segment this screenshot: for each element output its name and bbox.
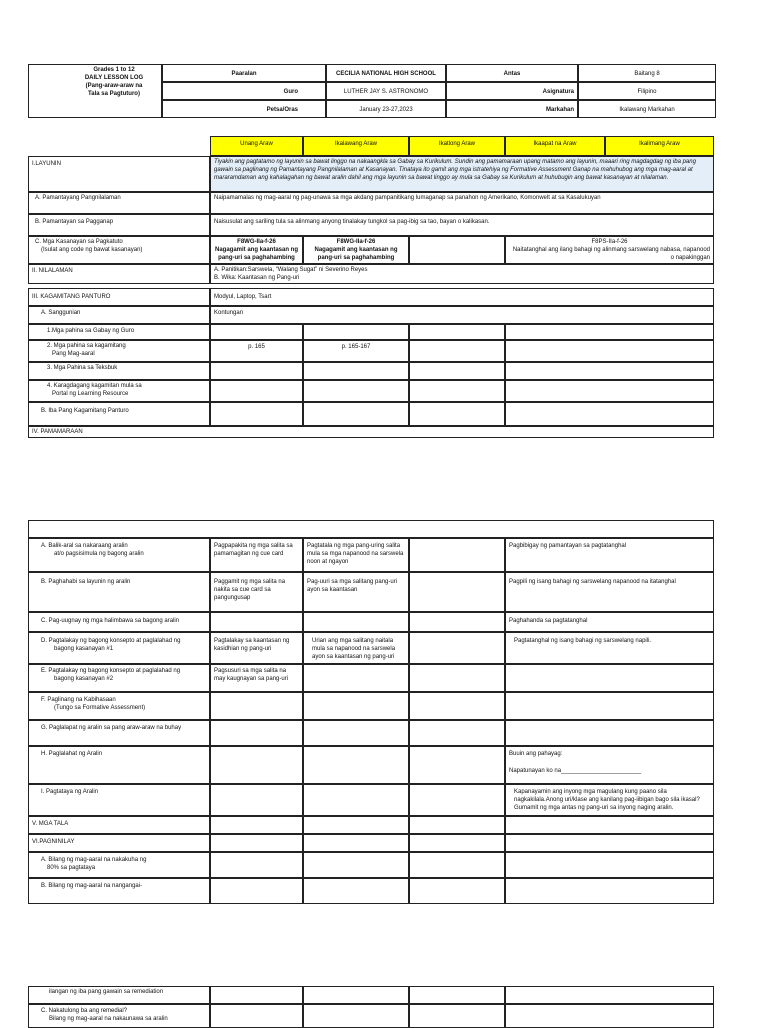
guro-label: Guro (162, 82, 326, 100)
pamantayang-pangnilalaman-text: Naipamamalas ng mag-aaral ng pag-unawa sa mga akdang pampanitikang lumaganap sa panahon ng Amerikano, Komonwelt at sa Kasalukuyan (210, 192, 714, 214)
proc-h-day45-line: Buuin ang pahayag: (509, 751, 563, 757)
gabay-day2 (303, 324, 409, 340)
proc-f-day1 (210, 692, 303, 720)
pamantayan-pagganap-label: B. Pamantayan sa Pagganap (28, 214, 210, 236)
mga-tala-day2 (303, 816, 409, 834)
proc-f-day3 (409, 692, 505, 720)
pagninilay-day3 (409, 834, 505, 852)
proc-c-day3 (409, 612, 505, 632)
pagninilay-b-day2 (303, 878, 409, 904)
teksbuk-day1 (210, 362, 303, 380)
proc-e-day1: Pagsusuri sa mga salita na may kaugnayan sa pang-uri (210, 664, 303, 692)
proc-a-label-line: at/o pagsisimula ng bagong aralin (54, 551, 144, 557)
proc-h-day45-line: Napatunayan ko na________________________ (509, 768, 642, 774)
teksbuk-day3 (409, 362, 505, 380)
proc-e-label-line: E. Pagtalakay ng bagong konsepto at paglalahad ng (41, 668, 181, 674)
kagamitan-value: Modyul, Laptop, Tsart (210, 288, 714, 306)
mga-tala-label: V. MGA TALA (28, 816, 210, 834)
proc-g-day2 (303, 720, 409, 746)
proc-c-label: C. Pag-uugnay ng mga halimbawa sa bagong aralin (28, 612, 210, 632)
proc-h-day3 (409, 746, 505, 784)
pagninilay-a-day1 (210, 852, 303, 878)
layunin-label: I.LAYUNIN (28, 156, 210, 192)
kasanayan-label-line: C. Mga Kasanayan sa Pagkatuto (35, 239, 123, 245)
proc-d-label (28, 632, 210, 664)
proc-g-day45 (505, 720, 714, 746)
sanggunian-label-text: A. Sanggunian (41, 310, 81, 316)
day-header-2: Ikalawang Araw (303, 136, 409, 156)
proc-e-day45 (505, 664, 714, 692)
page2-top-blank-row (28, 520, 714, 538)
kasanayan-day2-code: F8WG-IIa-f-26 (336, 239, 376, 245)
remedial-c-label (28, 1004, 210, 1028)
pagninilay-a-day45 (505, 852, 714, 878)
karagdagan-line: Portal ng Learning Resource (52, 391, 129, 397)
proc-b-day2: Pag-uuri sa mga salitang pang-uri ayon sa kaantasan (303, 572, 409, 612)
asignatura-label: Asignatura (446, 82, 578, 100)
proc-d-day2: Urian ang mga salitang naitala mula sa napanood na sarswela ayon sa kaantasan ng pang-uri (303, 632, 409, 664)
petsa-label: Petsa/Oras (162, 100, 326, 118)
proc-a-day3 (409, 538, 505, 572)
day-header-1: Unang Araw (210, 136, 303, 156)
karagdagan-line: 4. Karagdagang kagamitan mula sa (47, 383, 142, 389)
proc-b-day3 (409, 572, 505, 612)
iba-pang-kagamitan-day1 (210, 402, 303, 426)
proc-e-day2 (303, 664, 409, 692)
proc-e-label (28, 664, 210, 692)
proc-f-label-line: F. Paglinang na Kabihasaan (41, 697, 116, 703)
proc-i-day45: Kapanayamin ang inyong mga magulang kung paano sila nagkakilala.Anong uri/klase ang kanilang pag-iibigan bago sila ikasal? Gumamit ng mga antas ng pang-uri sa inyong naging aralin. (505, 784, 714, 816)
proc-f-day45 (505, 692, 714, 720)
days-corner-cell (28, 138, 210, 156)
proc-d-day3 (409, 632, 505, 664)
kasanayan-day3 (409, 236, 505, 264)
teksbuk-day45 (505, 362, 714, 380)
proc-h-label: H. Paglalahat ng Aralin (28, 746, 210, 784)
remedial-c-line: Bilang ng mag-aaral na nakaunawa sa aralin (49, 1016, 168, 1022)
iba-pang-kagamitan-day45 (505, 402, 714, 426)
proc-c-day45: Paghahanda sa pagtatanghal (505, 612, 714, 632)
pamantayang-pangnilalaman-label: A. Pamantayang Pangnilalaman (28, 192, 210, 214)
kasanayan-day45-code: F8PS-IIa-f-26 (591, 239, 628, 245)
karagdagan-day1 (210, 380, 303, 402)
nilalaman-line: B. Wika: Kaantasan ng Pang-uri (214, 275, 300, 281)
proc-i-day2 (303, 784, 409, 816)
proc-f-label (28, 692, 210, 720)
proc-e-label-line: bagong kasanayan #2 (54, 676, 114, 682)
gabay-day1 (210, 324, 303, 340)
proc-i-day3 (409, 784, 505, 816)
paaralan-value: CECILIA NATIONAL HIGH SCHOOL (326, 64, 446, 82)
kagamitang-mag-aaral-day3 (409, 340, 505, 362)
pagninilay-label: VI.PAGNINILAY (28, 834, 210, 852)
remediation-label-text: ilangan ng iba pang gawain sa remediation (49, 989, 164, 995)
remedial-c-day3 (409, 1004, 505, 1028)
kasanayan-label (28, 236, 210, 264)
kagamitang-mag-aaral-day1: p. 165 (210, 340, 303, 362)
proc-i-label: I. Pagtataya ng Aralin (28, 784, 210, 816)
kasanayan-day2 (303, 236, 409, 264)
pagninilay-day1 (210, 834, 303, 852)
proc-i-day1 (210, 784, 303, 816)
header-title (72, 66, 156, 98)
kasanayan-day45-text: Naitatanghal ang ilang bahagi ng alinmang sarswelang nabasa, napanood o napakinggan (512, 247, 710, 261)
proc-a-day2: Pagtatala ng mga pang-uring salita mula sa mga napanood na sarswela noon at ngayon (303, 538, 409, 572)
antas-value: Baitang 8 (578, 64, 716, 82)
proc-b-day1: Paggamit ng mga salita na nakita sa cue card sa pangungusap (210, 572, 303, 612)
petsa-value: January 23-27,2023 (326, 100, 446, 118)
proc-c-day1 (210, 612, 303, 632)
kagamitan-label: III. KAGAMITANG PANTURO (28, 288, 210, 306)
kasanayan-day1-code: F8WG-IIa-f-26 (237, 239, 276, 245)
markahan-label: Markahan (446, 100, 578, 118)
kasanayan-day2-text: Nagagamit ang kaantasan ng pang-uri sa paghahambing (314, 247, 398, 261)
karagdagan-day2 (303, 380, 409, 402)
iba-pang-kagamitan-label: B. Iba Pang Kagamitang Panturo (28, 402, 210, 426)
pagninilay-b-label: B. Bilang ng mag-aaral na nangangai- (28, 878, 210, 904)
antas-label: Antas (446, 64, 578, 82)
proc-a-label-line: A. Balik-aral sa nakaraang aralin (41, 543, 128, 549)
proc-g-label: G. Paglalapat ng aralin sa pang araw-araw na buhay (28, 720, 210, 746)
remediation-day45 (505, 986, 714, 1004)
nilalaman-line: A. Panitikan:Sarswela, “Walang Sugat” ni Severino Reyes (214, 267, 368, 273)
remedial-c-day2 (303, 1004, 409, 1028)
day-header-4: Ikaapat na Araw (505, 136, 605, 156)
paaralan-label: Paaralan (162, 64, 326, 82)
pagninilay-day45 (505, 834, 714, 852)
proc-a-day1: Pagpapakita ng mga salita sa pamamagitan ng cue card (210, 538, 303, 572)
proc-d-day45: Pagtatanghal ng isang bahagi ng sarswelang napili. (505, 632, 714, 664)
header-title-line: DAILY LESSON LOG (84, 75, 144, 81)
asignatura-value: Filipino (578, 82, 716, 100)
header-title-line: Tala sa Pagtuturo) (88, 91, 140, 97)
pamamaraan-label: IV. PAMAMARAAN (28, 426, 714, 438)
nilalaman-label: II. NILALAMAN (28, 264, 210, 284)
karagdagan-day3 (409, 380, 505, 402)
pagninilay-a-line: 80% sa pagtataya (47, 865, 96, 871)
kasanayan-day45 (505, 236, 714, 264)
kagamitang-mag-aaral-day2: p. 165-167 (303, 340, 409, 362)
gabay-day3 (409, 324, 505, 340)
teksbuk-day2 (303, 362, 409, 380)
layunin-text: Tiyakin ang pagtatamo ng layunin sa bawat linggo na nakaangkla sa Gabay sa Kurikulum. Sundin ang pamamaraan upang matamo ang layunin, maaari ring magdagdag ng iba pang gawain sa paglinang ng Pamantayang Pangnilalaman at Kasanayan. Tinataya ito gamit ang mga istratehiya ng Formative Assessment Ganap na mahuhubog ang mga mag-aaral at mararamdaman ang kahalagahan ng bawat aralin dahil ang mga layunin sa bawat linggo ay mula sa Gabay sa Kurikulum at huhubugin ang bawat kasanayan at nilalaman. (210, 156, 714, 192)
iba-pang-kagamitan-day2 (303, 402, 409, 426)
kagamitang-mag-aaral-line: 2. Mga pahina sa kagamitang (47, 343, 126, 349)
mga-tala-day1 (210, 816, 303, 834)
pagninilay-a-day3 (409, 852, 505, 878)
kasanayan-day1 (210, 236, 303, 264)
remediation-day2 (303, 986, 409, 1004)
pagninilay-a-label (28, 852, 210, 878)
mga-tala-day45 (505, 816, 714, 834)
proc-e-day3 (409, 664, 505, 692)
proc-d-day1: Pagtalakay sa kaantasan ng kasidhian ng pang-uri (210, 632, 303, 664)
karagdagan-day45 (505, 380, 714, 402)
proc-b-day45: Pagpili ng isang bahagi ng sarswelang napanood na itatanghal (505, 572, 714, 612)
day-header-3: Ikatlong Araw (409, 136, 505, 156)
pamantayan-pagganap-text: Naisusulat ang sariling tula sa alinmang anyong tinalakay tungkol sa pag-ibig sa tao, bayan o kalikasan. (210, 214, 714, 236)
mga-tala-day3 (409, 816, 505, 834)
kagamitang-mag-aaral-day45 (505, 340, 714, 362)
remediation-day1 (210, 986, 303, 1004)
proc-c-day2 (303, 612, 409, 632)
proc-d-label-line: D. Pagtalakay ng bagong konsepto at paglalahad ng (41, 638, 181, 644)
day-header-5: Ikalimang Araw (605, 136, 714, 156)
guro-value: LUTHER JAY S. ASTRONOMO (326, 82, 446, 100)
remedial-c-day45 (505, 1004, 714, 1028)
pagninilay-b-day1 (210, 878, 303, 904)
pagninilay-a-day2 (303, 852, 409, 878)
proc-a-label (28, 538, 210, 572)
pagninilay-b-day45 (505, 878, 714, 904)
remediation-day3 (409, 986, 505, 1004)
pagninilay-a-line: A. Bilang ng mag-aaral na nakakuha ng (41, 857, 147, 863)
kagamitang-mag-aaral-line: Pang Mag-aaral (52, 351, 95, 357)
kagamitang-mag-aaral-label (28, 340, 210, 362)
proc-g-day1 (210, 720, 303, 746)
proc-a-day45: Pagbibigay ng pamantayan sa pagtatanghal (505, 538, 714, 572)
pagninilay-b-day3 (409, 878, 505, 904)
teksbuk-label: 3. Mga Pahina sa Teksbuk (28, 362, 210, 380)
markahan-value: Ikalawang Markahan (578, 100, 716, 118)
header-title-line: (Pang-araw-araw na (85, 83, 143, 89)
proc-h-day1 (210, 746, 303, 784)
kasanayan-label-line: (Isulat ang code ng bawat kasanayan) (41, 247, 143, 253)
proc-f-label-line: (Tungo sa Formative Assessment) (54, 705, 146, 711)
remedial-c-day1 (210, 1004, 303, 1028)
proc-g-day3 (409, 720, 505, 746)
gabay-day45 (505, 324, 714, 340)
remediation-label (28, 986, 210, 1004)
proc-b-label: B. Paghahabi sa layunin ng aralin (28, 572, 210, 612)
proc-h-day2 (303, 746, 409, 784)
nilalaman-text (210, 264, 714, 284)
proc-h-day45 (505, 746, 714, 784)
header-title-line: Grades 1 to 12 (93, 67, 135, 73)
proc-f-day2 (303, 692, 409, 720)
remedial-c-line: C. Nakatulong ba ang remedial? (41, 1008, 128, 1014)
sanggunian-label (28, 306, 210, 324)
kasanayan-day1-text: Nagagamit ang kaantasan ng pang-uri sa paghahambing (214, 247, 299, 261)
karagdagan-label (28, 380, 210, 402)
pagninilay-day2 (303, 834, 409, 852)
proc-d-label-line: bagong kasanayan #1 (54, 646, 114, 652)
gabay-label: 1.Mga pahina sa Gabay ng Guro (28, 324, 210, 340)
iba-pang-kagamitan-day3 (409, 402, 505, 426)
sanggunian-value: Kontungan (210, 306, 714, 324)
